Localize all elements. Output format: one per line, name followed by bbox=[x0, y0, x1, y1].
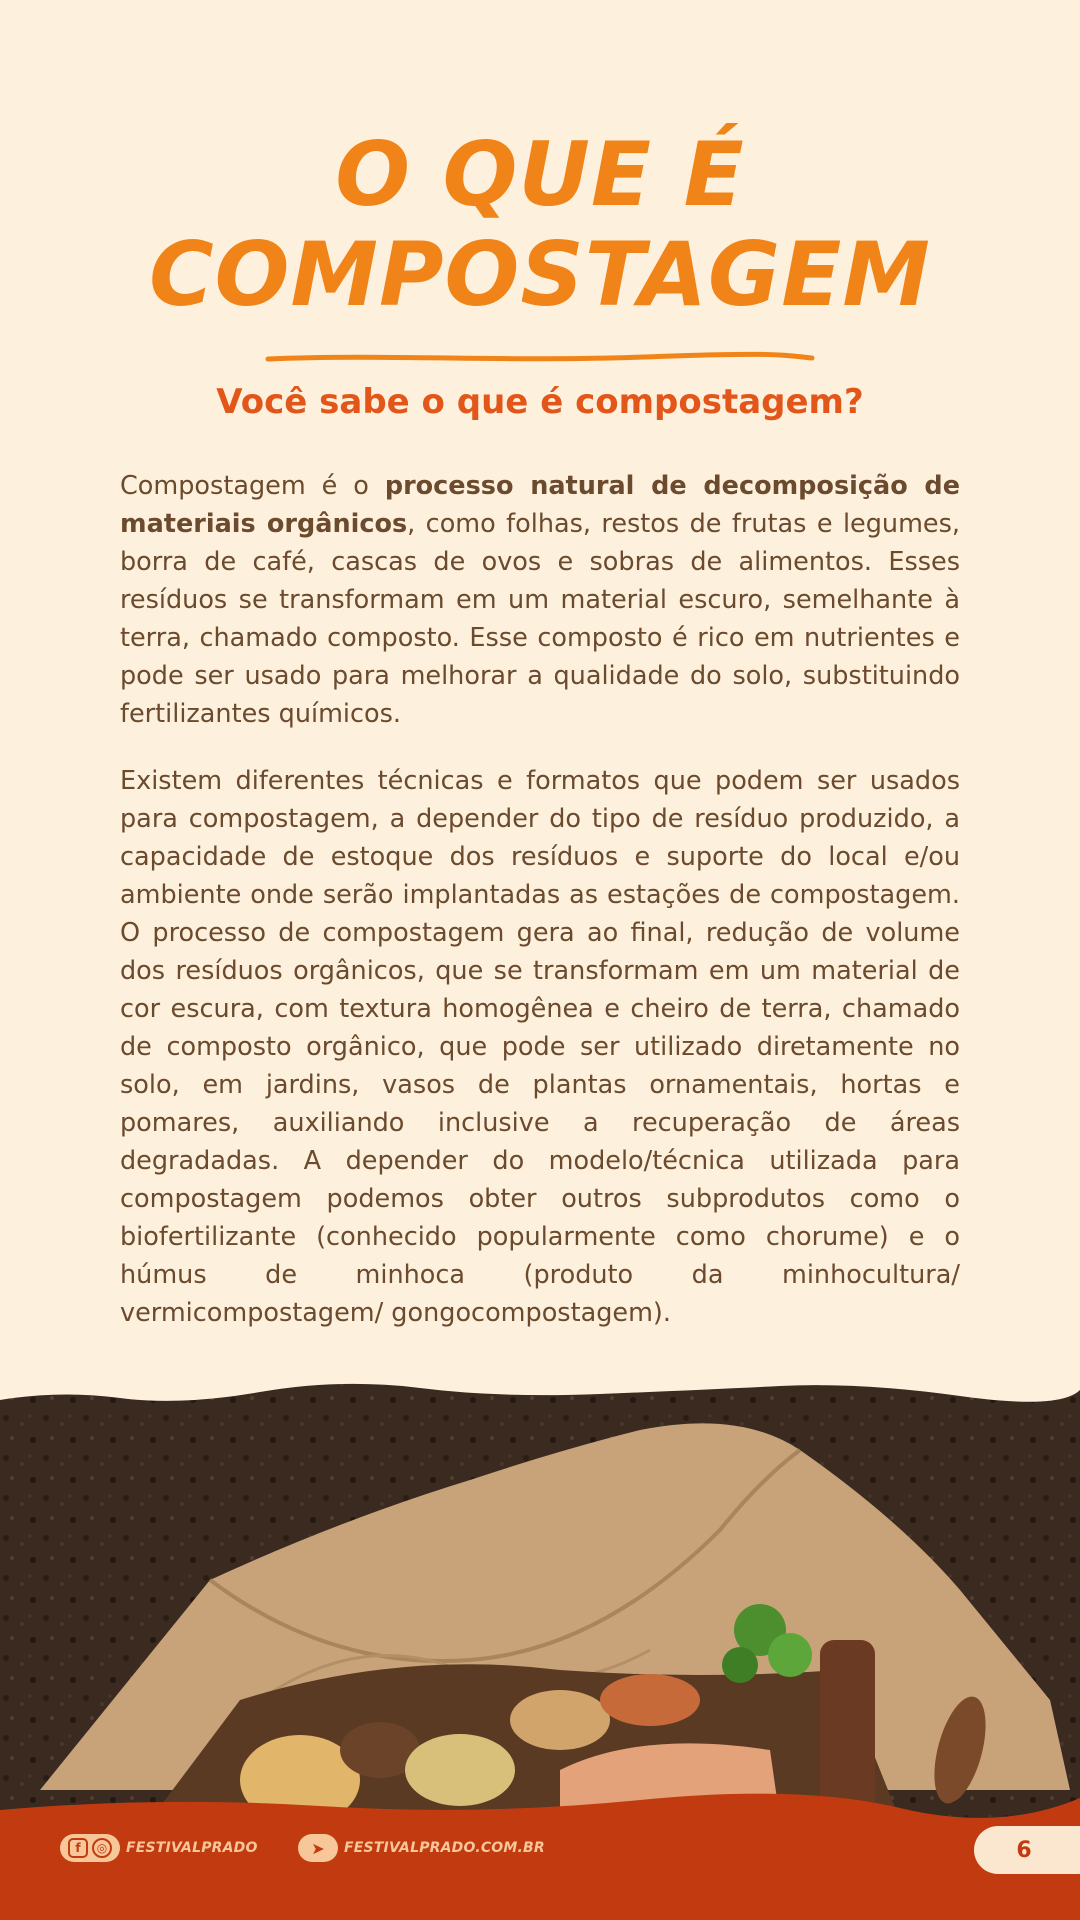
page-number: 6 bbox=[974, 1826, 1080, 1874]
website-link[interactable] bbox=[298, 1834, 545, 1862]
intro-text-end: , como folhas, restos de frutas e legumes, borra de café, cascas de ovos e sobras de alimentos. Esses resíduos se transformam em um material escuro, semelhante à terra, chamado composto. Esse composto é rico em nutrientes e pode ser usado para melhorar a qualidade do solo, substituindo fertilizantes químicos. bbox=[120, 509, 960, 729]
techniques-paragraph: Existem diferentes técnicas e formatos que podem ser usados para compostagem, a depender do tipo de resíduo produzido, a capacidade de estoque dos resíduos e suporte do local e/ou ambiente onde serão implantadas as estações de compostagem. O processo de compostagem gera ao final, redução de volume dos resíduos orgânicos, que se transformam em um material de cor escura, com textura homogênea e cheiro de terra, chamado de composto orgânico, que pode ser utilizado diretamente no solo, em jardins, vasos de plantas ornamentais, hortas e pomares, auxiliando inclusive a recuperação de áreas degradadas. A depender do modelo/técnica utilizada para compostagem podemos obter outros subprodutos como o biofertilizante (conhecido popularmente como chorume) e o húmus de minhoca (produto da minhocultura/ vermicompostagem/ gongocompostagem). bbox=[120, 766, 960, 1328]
compost-photo bbox=[0, 1370, 1080, 1820]
intro-paragraph bbox=[120, 467, 960, 733]
social-icons bbox=[60, 1834, 120, 1862]
page-title-line-1: O QUE É bbox=[335, 123, 745, 226]
intro-highlight: processo natural de decomposição de materiais orgânicos bbox=[120, 471, 960, 539]
page-subtitle: Você sabe o que é compostagem? bbox=[216, 382, 864, 422]
intro-text-start: Compostagem é o bbox=[120, 471, 385, 501]
page-title-line-2: COMPOSTAGEM bbox=[149, 223, 931, 326]
title-underline bbox=[264, 350, 816, 366]
social-handle[interactable]: FESTIVALPRADO bbox=[126, 1840, 258, 1856]
page-footer bbox=[0, 1790, 1080, 1920]
paper-plane-icon: ➤ bbox=[298, 1834, 338, 1862]
page-title bbox=[0, 125, 1080, 325]
facebook-icon[interactable]: f bbox=[68, 1838, 88, 1858]
website-url[interactable]: FESTIVALPRADO.COM.BR bbox=[344, 1840, 545, 1856]
instagram-icon[interactable]: ◎ bbox=[92, 1838, 112, 1858]
social-links[interactable] bbox=[60, 1834, 258, 1862]
